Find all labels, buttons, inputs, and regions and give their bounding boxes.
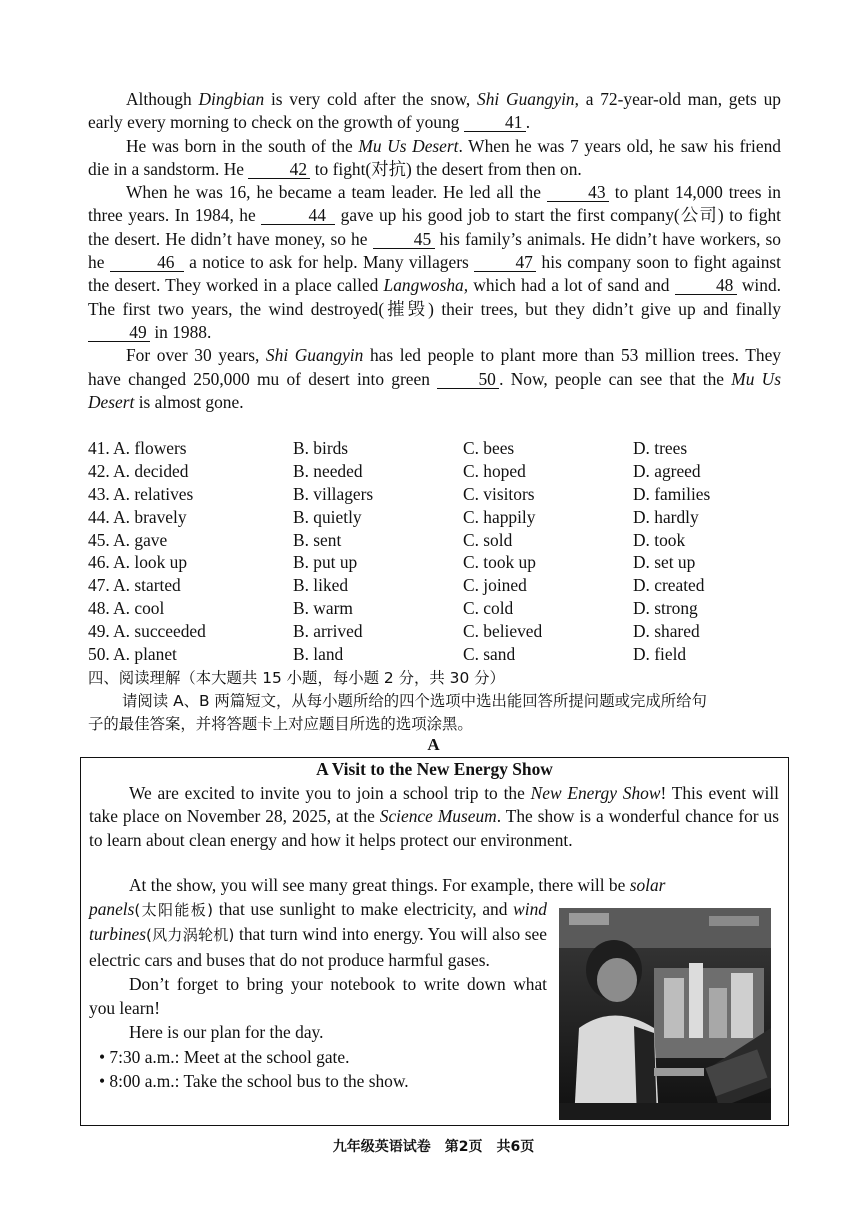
- blank-45: 45: [373, 230, 435, 249]
- option-a: 45. A. gave: [88, 529, 168, 550]
- option-c: C. sand: [463, 644, 516, 665]
- option-c: C. believed: [463, 621, 543, 642]
- text: his family’s animals. He didn’t have workers, so he: [88, 228, 781, 273]
- option-a: 43. A. relatives: [88, 483, 194, 504]
- text: which had a lot of sand and: [468, 275, 675, 296]
- option-b: B. villagers: [293, 483, 374, 504]
- option-b: B. land: [293, 644, 344, 665]
- cloze-passage: [88, 88, 781, 414]
- text: wind. The first two years, the wind destroyed(摧毁) their trees, but they didn’t give up and finally: [88, 275, 781, 319]
- option-b: B. arrived: [293, 621, 363, 642]
- option-a: 44. A. bravely: [88, 506, 187, 527]
- option-d: D. agreed: [633, 460, 701, 481]
- text: We are excited to invite you to join a school trip to the: [129, 783, 531, 803]
- cloze-paragraph-3: [88, 181, 781, 344]
- desert-name: Mu Us Desert: [358, 135, 459, 156]
- text: that use sunlight to make electricity, and: [213, 899, 514, 919]
- option-b: B. birds: [293, 438, 349, 458]
- option-row-42: [88, 460, 788, 483]
- option-b: B. liked: [293, 575, 349, 596]
- option-a: 48. A. cool: [88, 598, 165, 619]
- place-name: Langwosha,: [383, 275, 469, 296]
- text: his company soon to fight against the desert. They worked in a place called: [88, 252, 781, 296]
- text: . The show is a wonderful chance for us to learn about clean energy and how it helps protect our environment.: [89, 806, 779, 850]
- option-b: B. needed: [293, 460, 363, 481]
- venue-name: Science Museum: [379, 806, 497, 827]
- text: to plant 14,000 trees in three years. In 1984, he: [88, 182, 781, 226]
- passage-label: A: [427, 735, 440, 754]
- blank-44: 44: [261, 206, 335, 225]
- option-c: C. cold: [463, 598, 514, 619]
- option-row-50: [88, 643, 788, 666]
- option-row-47: [88, 574, 788, 597]
- option-a: 46. A. look up: [88, 552, 188, 573]
- passage-a-paragraph-4: Here is our plan for the day.: [129, 1022, 324, 1043]
- blank-47: 47: [474, 253, 536, 272]
- passage-a-paragraph-3: Don’t forget to bring your notebook to write down what you learn!: [89, 973, 547, 1019]
- text: gave up his good job to start the first company(公司) to fight the desert. He didn’t have money, so he: [88, 205, 781, 249]
- cloze-paragraph-4: [88, 344, 781, 414]
- option-c: C. hoped: [463, 460, 526, 481]
- option-row-45: [88, 529, 788, 552]
- section-heading: 四、阅读理解（本大题共 15 小题，每小题 2 分，共 30 分）: [88, 669, 505, 687]
- option-a: 41. A. flowers: [88, 438, 187, 458]
- energy-show-photo: [559, 908, 771, 1120]
- cloze-paragraph-1: [88, 88, 781, 135]
- text: At the show, you will see many great things. For example, there will be: [129, 875, 630, 895]
- text: When he was 16, he became a team leader. He led all the: [126, 182, 547, 203]
- option-d: D. field: [633, 644, 687, 665]
- term-wind-turbines: wind turbines: [89, 899, 547, 945]
- option-d: D. strong: [633, 598, 698, 619]
- text: .: [525, 112, 531, 133]
- option-b: B. quietly: [293, 506, 362, 527]
- option-a: 50. A. planet: [88, 644, 177, 665]
- text: For over 30 years,: [126, 345, 266, 366]
- blank-42: 42: [248, 160, 310, 179]
- passage-a-paragraph-2-line-1: [89, 874, 779, 897]
- option-d: D. took: [633, 529, 686, 550]
- option-b: B. sent: [293, 529, 342, 550]
- option-c: C. visitors: [463, 483, 535, 504]
- option-c: C. took up: [463, 552, 536, 573]
- text: that turn wind into energy. You will also see electric cars and buses that do not produce harmful gases.: [89, 924, 547, 970]
- place-name: Dingbian: [198, 89, 265, 109]
- gloss-wind-turbines: (风力涡轮机): [146, 926, 235, 945]
- option-c: C. sold: [463, 529, 513, 550]
- passage-a-box: [80, 757, 789, 1126]
- passage-a-paragraph-1: [89, 782, 779, 852]
- section-instruction-line-2: 子的最佳答案，并将答题卡上对应题目所选的选项涂黑。: [88, 715, 473, 733]
- option-row-43: [88, 483, 788, 506]
- term-solar: solar: [629, 875, 666, 895]
- term-panels: panels: [89, 899, 135, 919]
- text: . When he was 7 years old, he saw his friend die in a sandstorm. He: [88, 135, 781, 179]
- person-name: Shi Guangyin: [265, 345, 364, 366]
- text: is almost gone.: [134, 391, 244, 412]
- option-d: D. created: [633, 575, 705, 596]
- cloze-paragraph-2: [88, 135, 781, 182]
- option-row-46: [88, 551, 788, 574]
- option-a: 47. A. started: [88, 575, 181, 596]
- option-c: C. happily: [463, 506, 536, 527]
- blank-48: 48: [675, 276, 737, 295]
- text: ! This event will take place on November 28, 2025, at the: [89, 783, 779, 827]
- blank-49: 49: [88, 323, 150, 342]
- answer-options: [88, 437, 788, 666]
- text: , a 72-year-old man, gets up early every morning to check on the growth of young: [88, 89, 781, 133]
- option-b: B. put up: [293, 552, 358, 573]
- option-row-44: [88, 506, 788, 529]
- option-a: 49. A. succeeded: [88, 621, 206, 642]
- blank-43: 43: [547, 183, 609, 202]
- page-footer: 九年级英语试卷 第2页 共6页: [332, 1139, 535, 1155]
- option-d: D. hardly: [633, 506, 699, 527]
- option-d: D. set up: [633, 552, 696, 573]
- blank-50: 50: [437, 370, 499, 389]
- text: Although: [126, 89, 199, 109]
- passage-title: A Visit to the New Energy Show: [316, 759, 553, 779]
- schedule-item-1: • 7:30 a.m.: Meet at the school gate.: [99, 1046, 350, 1067]
- event-name: New Energy Show: [530, 783, 661, 803]
- option-a: 42. A. decided: [88, 460, 189, 481]
- text: in 1988.: [150, 321, 212, 342]
- option-d: D. families: [633, 483, 711, 504]
- section-instruction-line-1: 请阅读 A、B 两篇短文，从每小题所给的四个选项中选出能回答所提问题或完成所给句: [122, 692, 707, 710]
- option-c: C. bees: [463, 438, 515, 458]
- text: a notice to ask for help. Many villagers: [183, 252, 475, 273]
- option-d: D. shared: [633, 621, 700, 642]
- blank-41: 41: [464, 113, 526, 132]
- text: He was born in the south of the: [126, 135, 359, 156]
- desert-name: Mu Us Desert: [88, 368, 781, 412]
- text: . Now, people can see that the: [499, 368, 732, 389]
- option-row-49: [88, 620, 788, 643]
- person-name: Shi Guangyin: [477, 89, 575, 109]
- blank-46: 46: [110, 253, 184, 272]
- text: is very cold after the snow,: [264, 89, 478, 109]
- option-c: C. joined: [463, 575, 527, 596]
- option-row-48: [88, 597, 788, 620]
- option-d: D. trees: [633, 438, 688, 458]
- schedule-item-2: • 8:00 a.m.: Take the school bus to the show.: [99, 1071, 409, 1092]
- option-b: B. warm: [293, 598, 353, 619]
- gloss-solar-panels: (太阳能板): [134, 901, 214, 919]
- passage-a-left-column: [89, 897, 547, 1093]
- option-row-41: [88, 437, 788, 460]
- text: to fight(对抗) the desert from then on.: [310, 158, 582, 179]
- text: has led people to plant more than 53 million trees. They have changed 250,000 mu of desert into green: [88, 345, 781, 389]
